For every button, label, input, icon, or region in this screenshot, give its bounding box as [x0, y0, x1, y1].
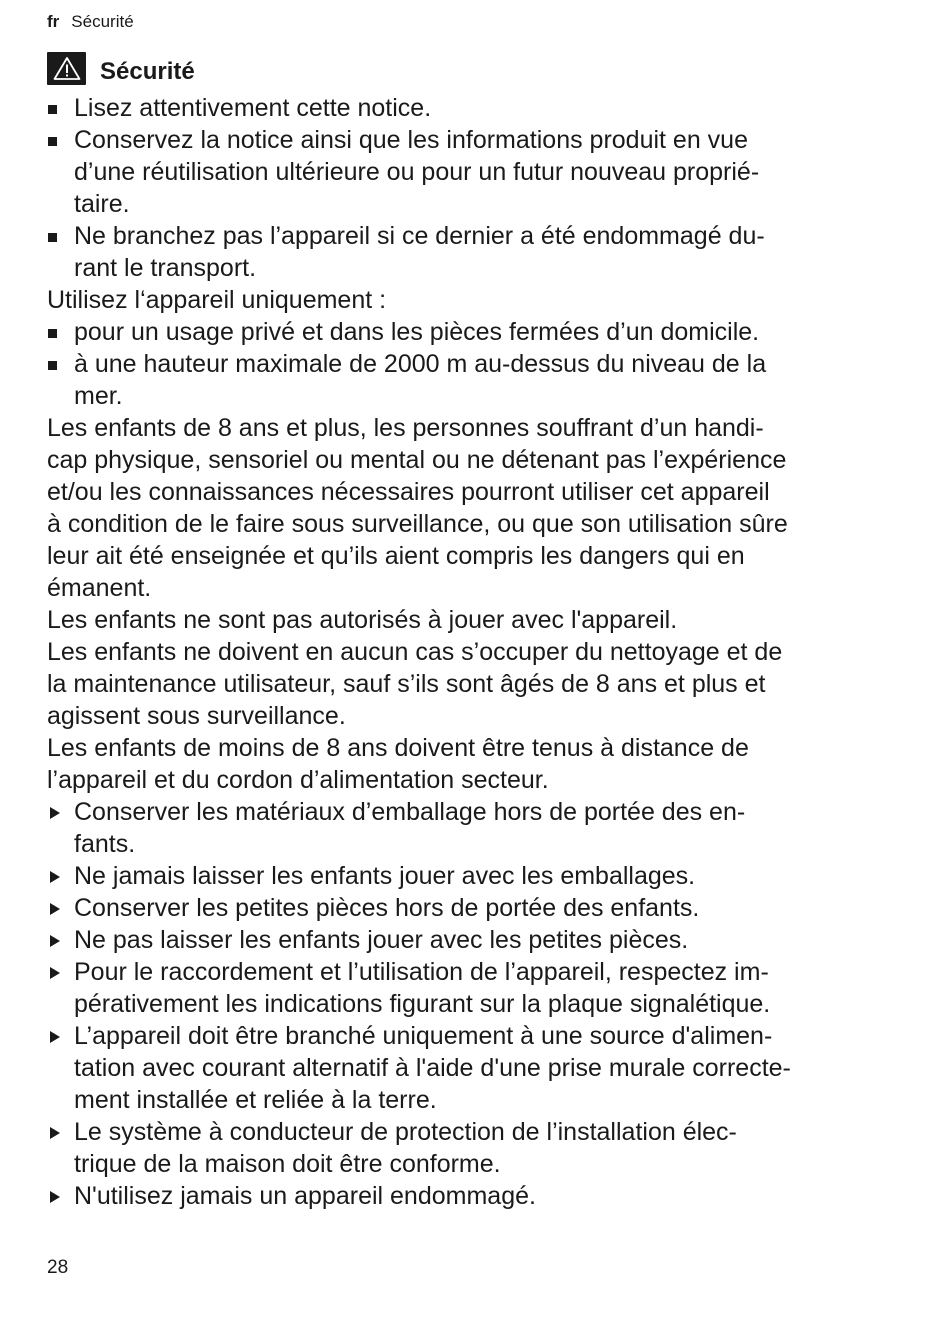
paragraph: Les enfants de moins de 8 ans doivent être tenus à distance de l’appareil et du cordon d’alimentation secteur.	[47, 734, 749, 794]
page-header	[47, 11, 134, 33]
square-bullet-icon	[48, 233, 57, 242]
list-item: Conservez la notice ainsi que les informations produit en vue d’une réutilisation ultérieure ou pour un futur nouveau proprié- taire.	[47, 124, 897, 220]
arrow-bullet-icon	[50, 871, 60, 883]
paragraph: Les enfants ne sont pas autorisés à jouer avec l'appareil.	[47, 606, 678, 634]
arrow-bullet-icon	[50, 1031, 60, 1043]
paragraph: Les enfants de 8 ans et plus, les personnes souffrant d’un handi- cap physique, sensoriel ou mental ou ne détenant pas l’expérience et/ou les connaissances nécessaires pourront utiliser cet appareil à condition de le faire sous surveillance, ou que son utilisation sûre leur ait été enseignée et qu’ils aient compris les dangers qui en émanent.	[47, 414, 788, 602]
list-item: à une hauteur maximale de 2000 m au-dessus du niveau de la mer.	[47, 348, 897, 412]
list-item: pour un usage privé et dans les pièces fermées d’un domicile.	[47, 316, 897, 348]
arrow-bullet-icon	[50, 967, 60, 979]
square-bullet-icon	[48, 105, 57, 114]
document-body	[47, 92, 897, 1212]
arrow-bullet-icon	[50, 807, 60, 819]
list-item: Ne branchez pas l’appareil si ce dernier a été endommagé du- rant le transport.	[47, 220, 897, 284]
usage-list	[47, 316, 897, 412]
action-item: Conserver les matériaux d’emballage hors de portée des en- fants.	[47, 796, 897, 860]
action-item: Le système à conducteur de protection de l’installation élec- trique de la maison doit être conforme.	[47, 1116, 897, 1180]
safety-list	[47, 92, 897, 284]
paragraph: Les enfants ne doivent en aucun cas s’occuper du nettoyage et de la maintenance utilisateur, sauf s’ils sont âgés de 8 ans et plus et agissent sous surveillance.	[47, 638, 783, 730]
header-section: Sécurité	[71, 12, 134, 31]
action-item: L’appareil doit être branché uniquement à une source d'alimen- tation avec courant alternatif à l'aide d'une prise murale correcte- ment installée et reliée à la terre.	[47, 1020, 897, 1116]
arrow-bullet-icon	[50, 1191, 60, 1203]
square-bullet-icon	[48, 361, 57, 370]
action-item: Conserver les petites pièces hors de portée des enfants.	[47, 892, 897, 924]
usage-intro: Utilisez l‘appareil uniquement :	[47, 286, 387, 314]
action-item: Ne jamais laisser les enfants jouer avec les emballages.	[47, 860, 897, 892]
arrow-bullet-icon	[50, 1127, 60, 1139]
square-bullet-icon	[48, 137, 57, 146]
square-bullet-icon	[48, 329, 57, 338]
page-number: 28	[47, 1257, 69, 1278]
action-list	[47, 796, 897, 1212]
action-item: N'utilisez jamais un appareil endommagé.	[47, 1180, 897, 1212]
section-title: Sécurité	[100, 58, 195, 85]
action-item: Pour le raccordement et l’utilisation de l’appareil, respectez im- pérativement les indications figurant sur la plaque signalétique.	[47, 956, 897, 1020]
language-code: fr	[47, 12, 60, 31]
section-title-row	[47, 50, 195, 86]
arrow-bullet-icon	[50, 903, 60, 915]
arrow-bullet-icon	[50, 935, 60, 947]
action-item: Ne pas laisser les enfants jouer avec les petites pièces.	[47, 924, 897, 956]
list-item: Lisez attentivement cette notice.	[47, 92, 897, 124]
warning-triangle-icon	[47, 52, 86, 85]
